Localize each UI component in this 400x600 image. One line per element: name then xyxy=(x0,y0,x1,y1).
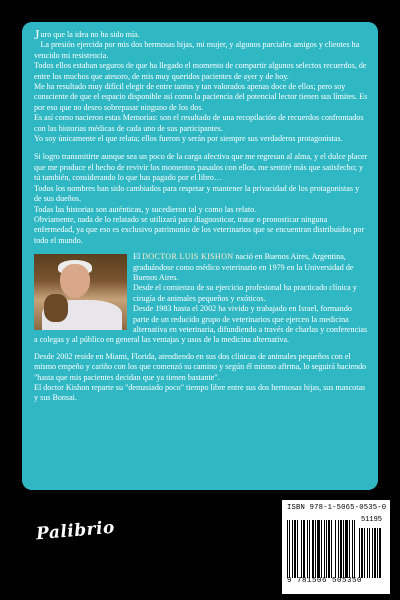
intro-paragraph: Yo soy únicamente el que relata; ellos fueron y serán por siempre sus verdaderos protagonistas. xyxy=(34,134,343,144)
closing-paragraph: El doctor Kishon reparte su "demasiado poco" tiempo libre entre sus dos hermosas hijas, sus mascotas y sus Bonsai. xyxy=(34,383,366,403)
intro-paragraph: Todos ellos estaban seguros de que ha llegado el momento de compartir algunos selectos recuerdos, de entre los muchos que atesoro, de mis muy queridos pacientes de ayer y de hoy. xyxy=(34,61,367,81)
closing-paragraph: Desde 2002 reside en Miami, Florida, atendiendo en sus dos clínicas de animales pequeños con el mismo empeño y cariño con los que comenzó su camino y según él mismo afirma, lo seguirá haciendo "hasta que mis pacientes decidan que ya tienen bastante". xyxy=(34,351,367,382)
bio-first-paragraph: El DOCTOR LUIS KISHON nació en Buenos Aires, Argentina, graduándose como médico veterinario en 1979 en la Universidad de Buenos Aires. xyxy=(133,252,354,282)
intro-first-line: Juro que la idea no ha sido mía. xyxy=(34,28,140,43)
middle-paragraph: Obviamente, nada de lo relatado se utilizará para diagnosticar, tratar o pronosticar ninguna enfermedad, ya que eso es exclusivo patrimonio de los veterinarios que se encuentran distribuidos por todo el mundo. xyxy=(34,214,365,245)
middle-paragraph: Todas las historias son auténticas, y sucedieron tal y como las relato. xyxy=(34,204,257,214)
middle-paragraph: Si logro transmitirte aunque sea un poco de la carga afectiva que me regresan al alma, y el dulce placer que me produce el hecho de revivir los momentos pasados con ellos, me sentiré más que satisfecho; y tú también, considerando lo que has pagado por el libro… xyxy=(34,152,368,183)
author-photo xyxy=(34,254,127,330)
author-name: DOCTOR LUIS KISHON xyxy=(142,252,234,262)
ean-number: 9 781506 505350 xyxy=(287,577,363,585)
addon-number: 51195 xyxy=(361,516,383,524)
publisher-logo: Palibrio xyxy=(35,517,116,545)
bio-paragraph: Desde 1983 hasta el 2002 ha vivido y trabajado en Israel, formando parte de un reducido grupo de veterinarios que ejercen la medicina alternativa en veterinaria, difundiendo a través de charlas y conferencias a colegas y al público en general las ventajas y usos de la medicina alternativa. xyxy=(34,304,368,345)
intro-paragraph: Es así como nacieron estas Memorias: son el resultado de una recopilación de recuerdos confrontados con las historias médicas de cada uno de sus participantes. xyxy=(34,113,364,133)
drop-cap: J xyxy=(34,28,40,43)
dog-image xyxy=(44,294,68,322)
author-bio xyxy=(34,252,368,346)
middle-paragraph: Todos los nombres han sido cambiados para respetar y mantener la privacidad de los protagonistas y de sus dueños. xyxy=(34,183,360,204)
isbn-label: ISBN 978-1-5065-0535-0 xyxy=(287,504,387,512)
intro-paragraph: La presión ejercida por mis dos hermosas hijas, mi mujer, y algunos parciales amigos y clientes ha vencido mi resistencia. xyxy=(34,40,360,60)
intro-paragraph: Me ha resultado muy difícil elegir de entre tantos y tan valorados apenas doce de ellos; pero soy consciente de que el espacio disponible así como la paciencia del potencial lector tienen sus límites. Es por eso que no deseo sobrepasar ninguno de los dos. xyxy=(34,82,368,112)
bio-paragraph: Desde el comienzo de su ejercicio profesional ha practicado clínica y cirugía de animales pequeños y exóticos. xyxy=(133,283,357,303)
isbn-barcode xyxy=(282,500,390,594)
back-cover-panel xyxy=(22,22,378,490)
